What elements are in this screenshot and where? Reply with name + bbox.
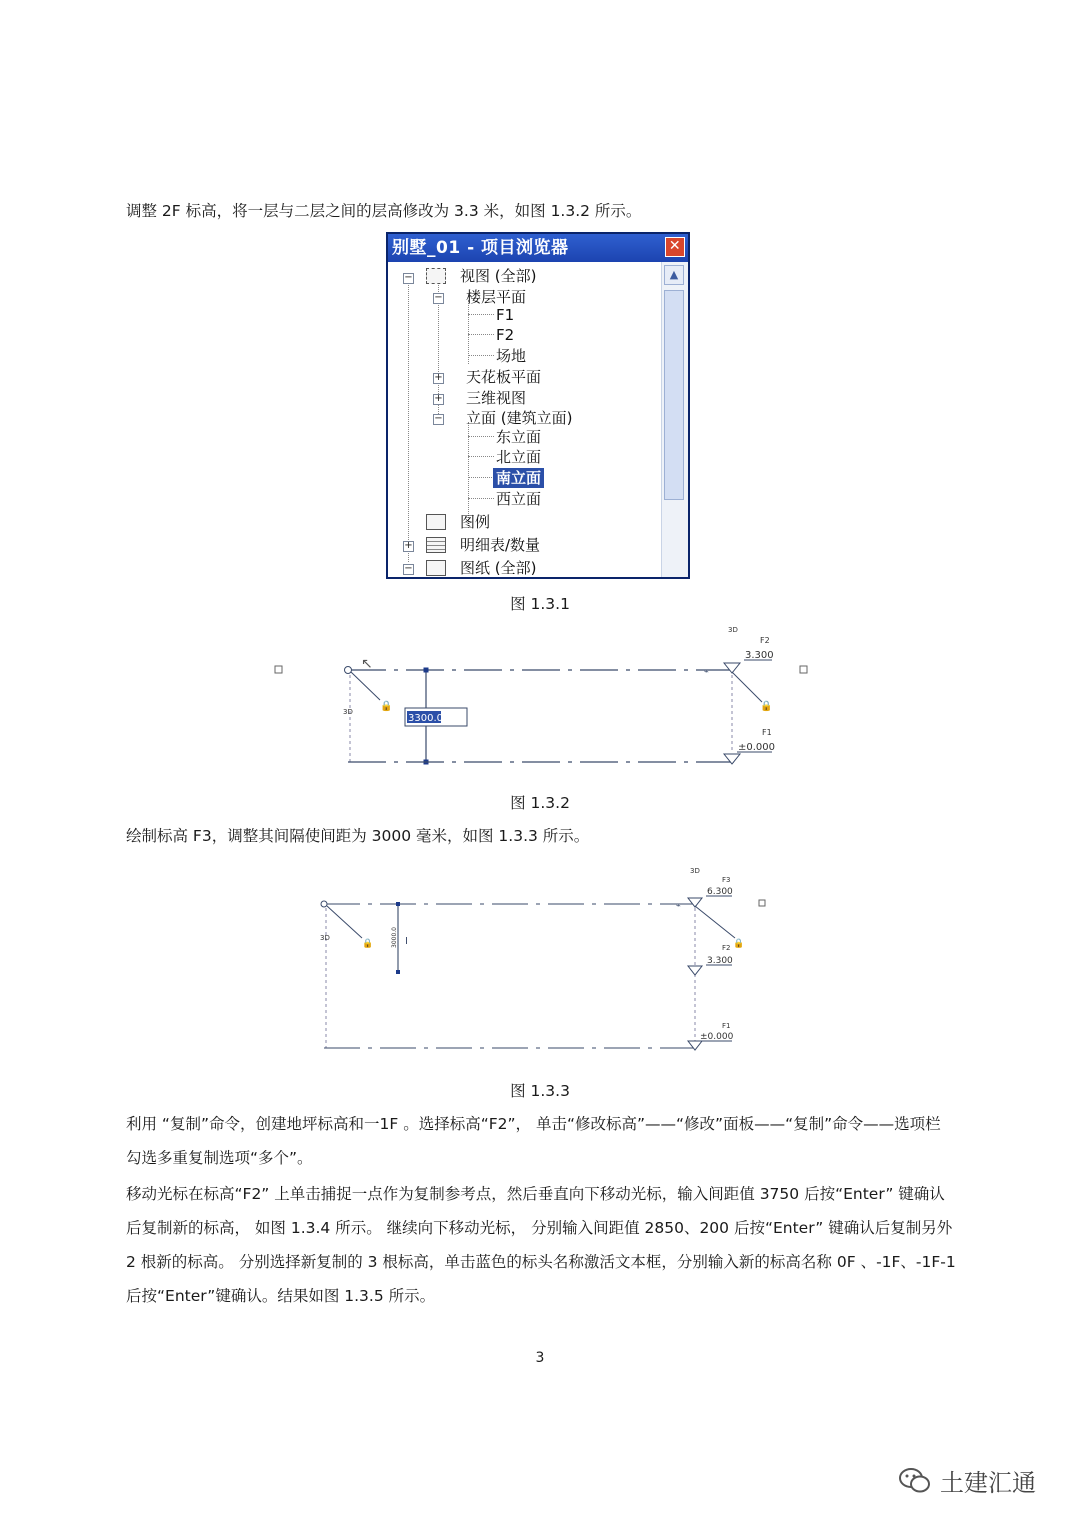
level-name-f3[interactable]: F3 bbox=[722, 876, 731, 884]
level-name-f2[interactable]: F2 bbox=[722, 944, 731, 952]
tree-guide bbox=[468, 477, 494, 478]
collapse-icon[interactable]: − bbox=[434, 413, 443, 424]
collapse-icon[interactable]: − bbox=[404, 563, 413, 574]
level-name-f2[interactable]: F2 bbox=[760, 636, 770, 645]
legend-icon bbox=[426, 514, 446, 530]
tree-guide bbox=[468, 456, 494, 457]
project-browser-title-text: 别墅_01 - 项目浏览器 bbox=[392, 238, 569, 258]
break-symbol: ⌁ bbox=[704, 667, 709, 676]
level-elevation-f3[interactable]: 6.300 bbox=[707, 887, 733, 897]
tree-guide bbox=[468, 498, 494, 499]
text-cursor-icon: I bbox=[405, 936, 408, 947]
tree-item-legends[interactable]: 图例 bbox=[460, 513, 491, 531]
dimension-value: 3300.0 bbox=[408, 713, 443, 724]
level-head-leader bbox=[351, 672, 380, 700]
wechat-icon bbox=[898, 1465, 932, 1495]
schedule-icon bbox=[426, 537, 446, 553]
page-number: 3 bbox=[535, 1350, 545, 1366]
watermark-text: 土建汇通 bbox=[940, 1468, 1036, 1497]
tree-item-views[interactable]: 视图 (全部) bbox=[460, 267, 537, 285]
break-symbol: ⌁ bbox=[676, 901, 681, 910]
paragraph-1: 调整 2F 标高，将一层与二层之间的层高修改为 3.3 米，如图 1.3.2 所示。 bbox=[126, 202, 642, 220]
level-elevation-f2[interactable]: 3.300 bbox=[707, 956, 733, 966]
project-browser-tree bbox=[388, 262, 660, 579]
tree-item-schedules[interactable]: 明细表/数量 bbox=[460, 536, 541, 554]
tree-item-site[interactable]: 场地 bbox=[496, 347, 527, 365]
caption-fig-1-3-2: 图 1.3.2 bbox=[510, 794, 570, 812]
watermark bbox=[898, 1462, 1036, 1498]
level-head-symbol bbox=[688, 966, 702, 975]
tree-item-south-elevation[interactable]: 南立面 bbox=[493, 468, 544, 488]
level-end-circle[interactable] bbox=[345, 667, 352, 674]
level-elevation-f2[interactable]: 3.300 bbox=[745, 650, 774, 661]
level-drawing-fig-1-3-3 bbox=[0, 858, 1080, 1058]
grip-icon[interactable] bbox=[275, 666, 282, 673]
level-elevation-f1[interactable]: ±0.000 bbox=[738, 742, 776, 753]
tree-guide bbox=[468, 436, 494, 437]
dimension-grip[interactable] bbox=[396, 902, 400, 906]
tree-guide bbox=[468, 334, 494, 335]
tree-item-ceiling-plans[interactable]: 天花板平面 bbox=[466, 368, 542, 386]
expand-icon[interactable]: + bbox=[404, 540, 413, 551]
paragraph-3: 利用 “复制”命令，创建地坪标高和一1F 。选择标高“F2”， 单击“修改标高”——“修改”面板——“复制”命令——选项栏勾选多重复制选项“多个”。 bbox=[126, 1115, 941, 1167]
level-head-leader bbox=[327, 906, 362, 938]
dimension-value: 3000.0 bbox=[391, 927, 398, 948]
checkbox-icon[interactable] bbox=[800, 666, 807, 673]
cursor-icon: ↖ bbox=[361, 656, 373, 672]
paragraph-2: 绘制标高 F3，调整其间隔使间距为 3000 毫米，如图 1.3.3 所示。 bbox=[126, 827, 590, 845]
level-head-leader bbox=[695, 906, 735, 938]
level-head-symbol bbox=[688, 898, 702, 907]
tree-item-east-elevation[interactable]: 东立面 bbox=[496, 428, 542, 446]
tree-guide bbox=[468, 314, 494, 315]
tree-item-3d-views[interactable]: 三维视图 bbox=[466, 389, 527, 407]
project-browser-title bbox=[388, 234, 688, 262]
level-end-circle[interactable] bbox=[321, 901, 327, 907]
expand-icon[interactable]: + bbox=[434, 393, 443, 404]
collapse-icon[interactable]: − bbox=[404, 272, 413, 283]
tree-item-floor-plans[interactable]: 楼层平面 bbox=[466, 288, 527, 306]
project-browser-scrollbar[interactable] bbox=[661, 262, 688, 579]
tree-guide bbox=[468, 355, 494, 356]
sheet-icon bbox=[426, 560, 446, 576]
scroll-up-icon[interactable]: ▲ bbox=[664, 265, 684, 285]
lock-icon[interactable]: 🔒 bbox=[733, 939, 745, 949]
lock-icon[interactable]: 🔒 bbox=[362, 939, 374, 949]
paragraph-4: 移动光标在标高“F2” 上单击捕捉一点作为复制参考点，然后垂直向下移动光标，输入间距值 3750 后按“Enter” 键确认后复制新的标高， 如图 1.3.4 所示。 继续向下移动光标， 分别输入间距值 2850、200 后按“Enter” 键确认后复制另外 2 根新的标高。 分别选择新复制的 3 根标高，单击蓝色的标头名称激活文本框，分别输入新的标高名称 0F 、-1F、-1F-1 后按“Enter”键确认。结果如图 1.3.5 所示。 bbox=[126, 1185, 956, 1305]
level-head-symbol bbox=[724, 663, 740, 673]
collapse-icon[interactable]: − bbox=[434, 292, 443, 303]
checkbox-icon[interactable] bbox=[759, 900, 765, 906]
tree-guide bbox=[408, 282, 409, 562]
close-icon[interactable]: ✕ bbox=[665, 237, 685, 257]
label-3d-right: 3D bbox=[728, 626, 738, 634]
level-drawing-fig-1-3-2 bbox=[0, 620, 1080, 780]
label-3d-left: 3D bbox=[320, 934, 330, 942]
tree-item-f1[interactable]: F1 bbox=[496, 306, 515, 324]
level-elevation-f1[interactable]: ±0.000 bbox=[700, 1032, 734, 1042]
expand-icon[interactable]: + bbox=[434, 372, 443, 383]
caption-fig-1-3-1: 图 1.3.1 bbox=[510, 595, 570, 613]
level-head-leader bbox=[732, 672, 762, 702]
tree-item-north-elevation[interactable]: 北立面 bbox=[496, 448, 542, 466]
label-3d-right: 3D bbox=[690, 867, 700, 875]
scrollbar-thumb[interactable] bbox=[664, 290, 684, 500]
tree-item-elevations[interactable]: 立面 (建筑立面) bbox=[466, 409, 573, 427]
dimension-grip[interactable] bbox=[396, 970, 400, 974]
level-head-symbol bbox=[688, 1041, 702, 1050]
caption-fig-1-3-3: 图 1.3.3 bbox=[510, 1082, 570, 1100]
dimension-grip[interactable] bbox=[424, 668, 429, 673]
tree-item-sheets[interactable]: 图纸 (全部) bbox=[460, 559, 537, 577]
tree-item-f2[interactable]: F2 bbox=[496, 326, 515, 344]
tree-item-west-elevation[interactable]: 西立面 bbox=[496, 490, 542, 508]
lock-icon[interactable]: 🔒 bbox=[760, 701, 773, 712]
project-browser-window bbox=[386, 232, 690, 579]
lock-icon[interactable]: 🔒 bbox=[380, 701, 393, 712]
level-name-f1[interactable]: F1 bbox=[722, 1022, 731, 1030]
views-icon bbox=[426, 268, 446, 284]
label-3d-left: 3D bbox=[343, 708, 353, 716]
level-name-f1[interactable]: F1 bbox=[762, 728, 772, 737]
